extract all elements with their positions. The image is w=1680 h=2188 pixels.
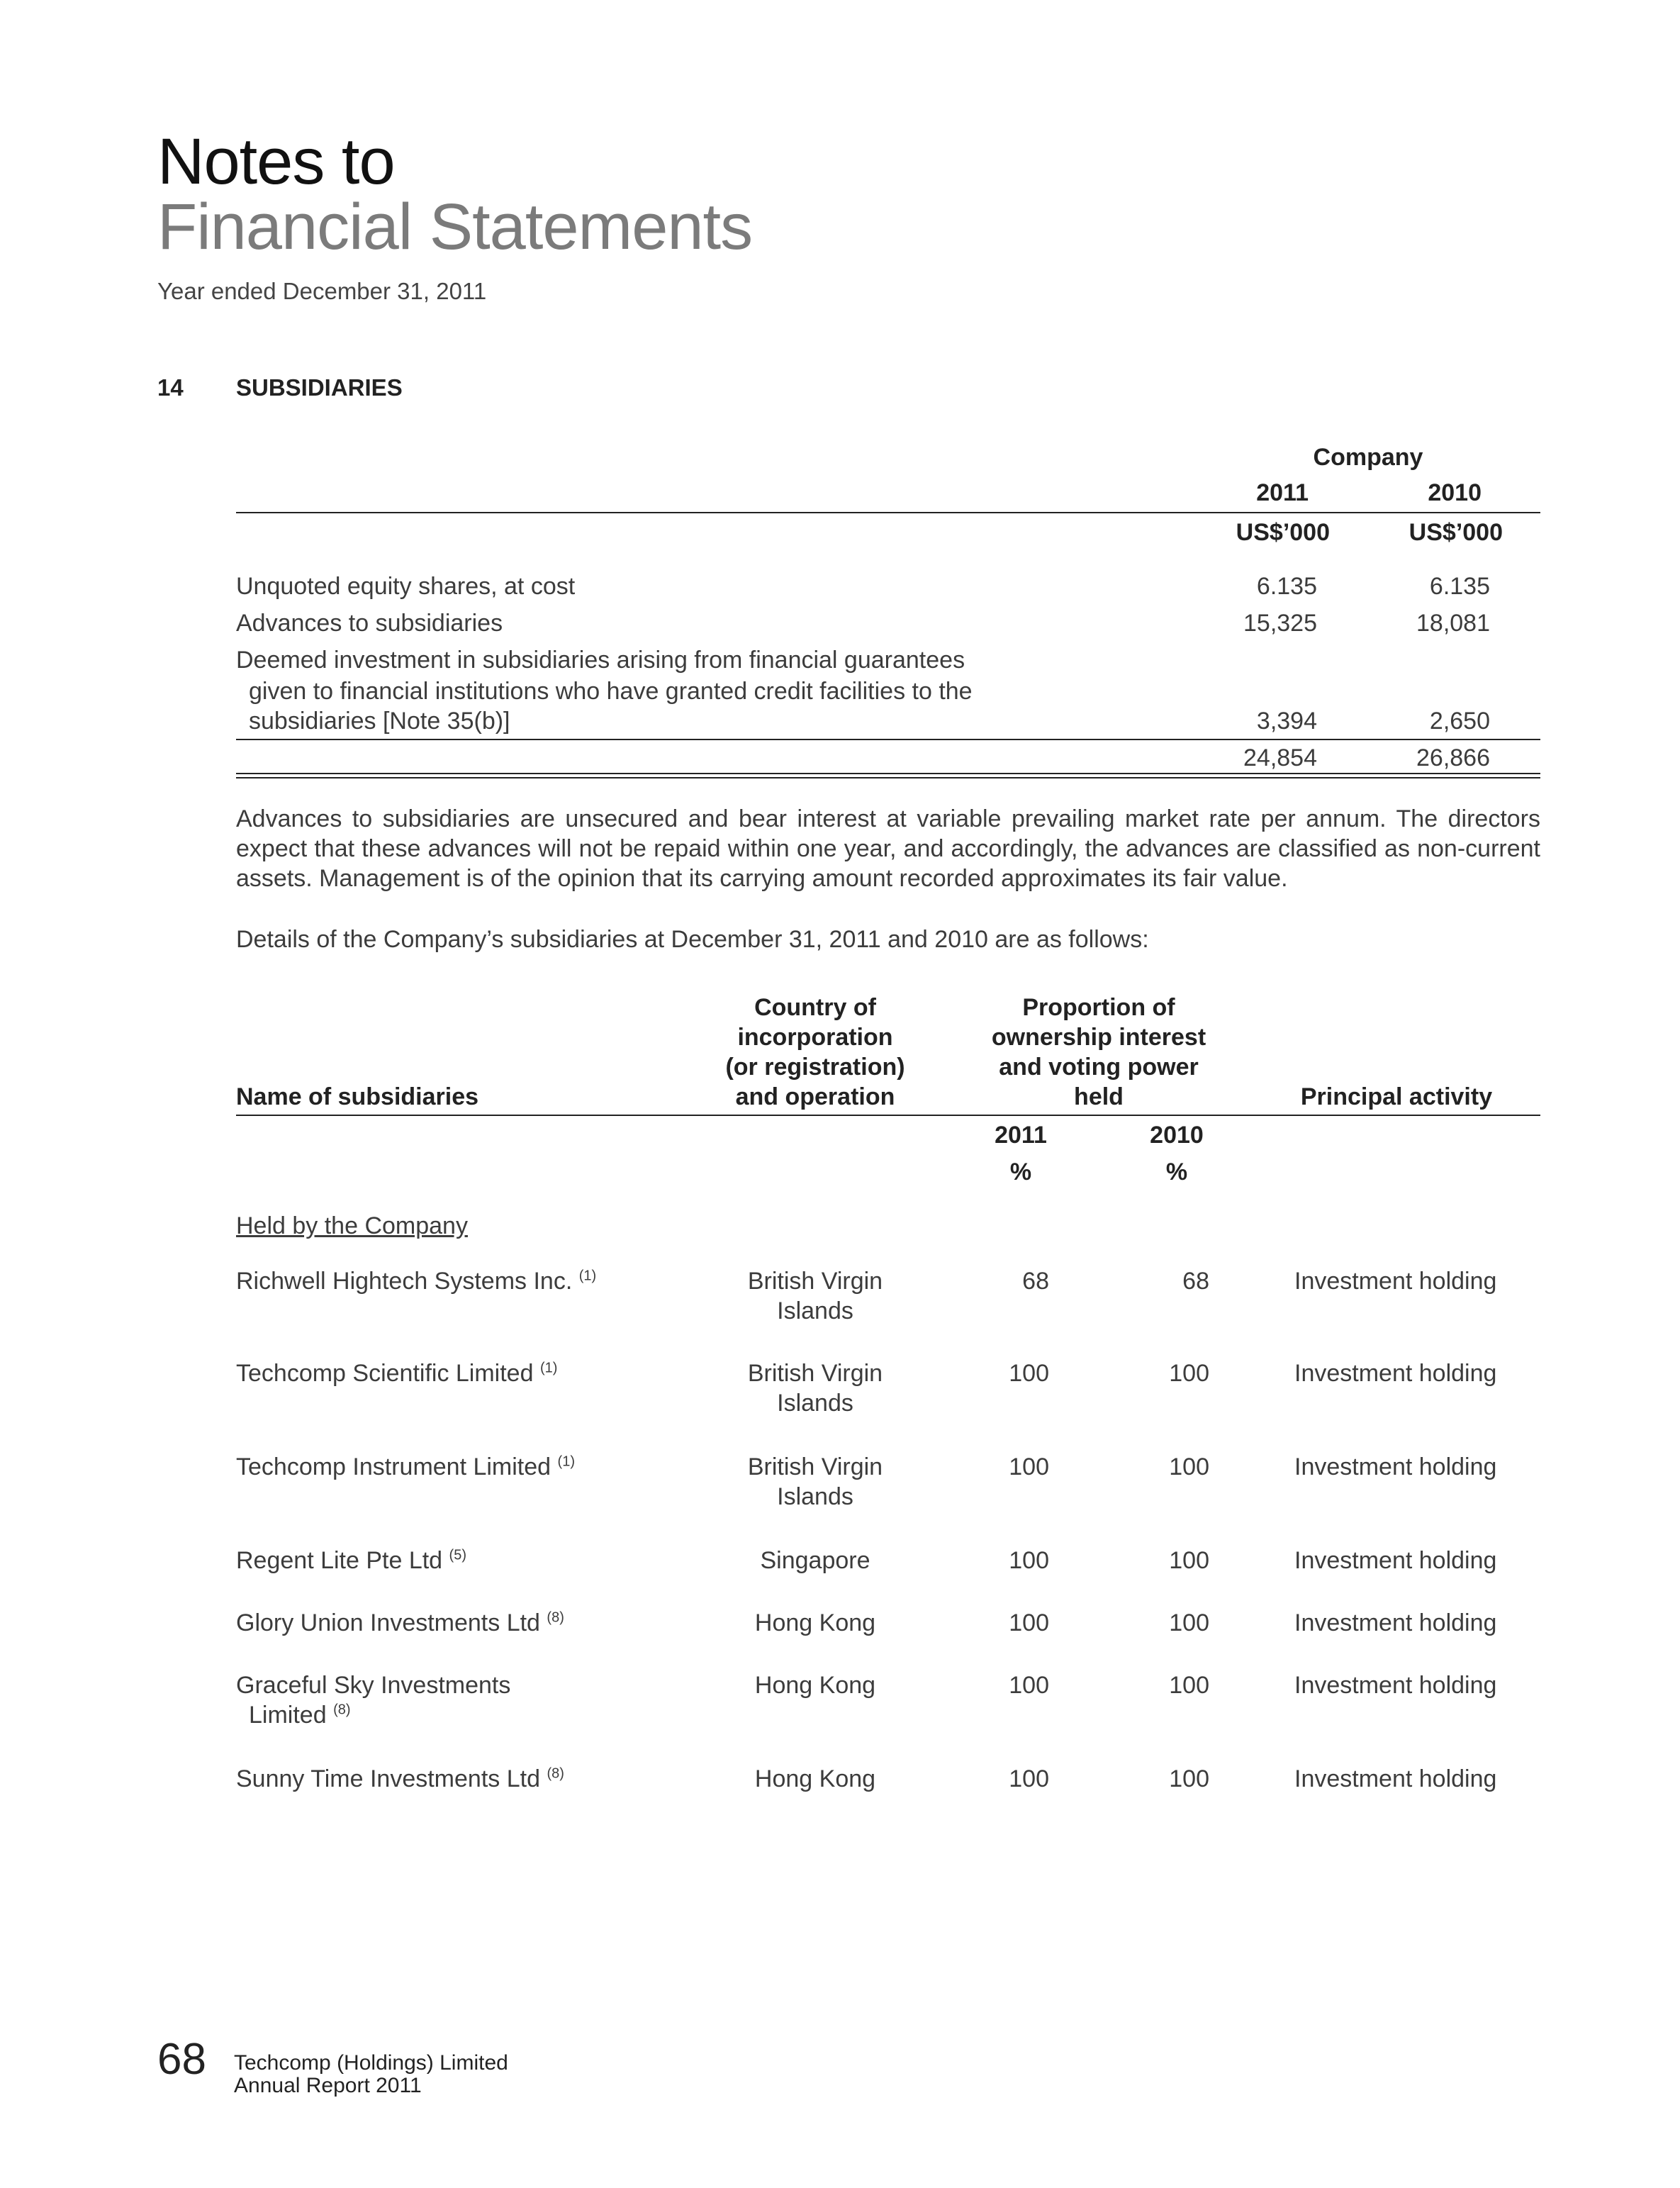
unit-2010-header: US$’000 xyxy=(1409,519,1503,546)
double-rule-top xyxy=(236,773,1540,774)
details-paragraph: Details of the Company’s subsidiaries at December 31, 2011 and 2010 are as follows: xyxy=(236,926,1149,953)
footer-report: Annual Report 2011 xyxy=(234,2074,422,2097)
country-line: Hong Kong xyxy=(754,1672,876,1699)
pct-year-2010: 2010 xyxy=(1150,1122,1204,1149)
year-2011-header: 2011 xyxy=(1256,479,1309,506)
pct-2011: 100 xyxy=(1009,1672,1049,1699)
proportion-header-line: Proportion of xyxy=(1022,994,1175,1021)
country-header-line: and operation xyxy=(735,1083,895,1110)
row-value-2011: 15,325 xyxy=(1243,610,1317,637)
subsidiary-name-line: Graceful Sky Investments xyxy=(236,1672,511,1699)
pct-year-2011: 2011 xyxy=(995,1122,1047,1149)
pct-2011: 100 xyxy=(1009,1360,1049,1387)
row-label-line: subsidiaries [Note 35(b)] xyxy=(249,708,510,735)
group-label: Held by the Company xyxy=(236,1212,468,1239)
country-line: British Virgin xyxy=(747,1268,883,1295)
principal-activity: Investment holding xyxy=(1294,1453,1497,1480)
activity-header: Principal activity xyxy=(1300,1083,1493,1110)
country-header-line: Country of xyxy=(754,994,876,1021)
total-2011: 24,854 xyxy=(1243,744,1317,771)
subsidiary-name xyxy=(236,1764,564,1794)
total-2010: 26,866 xyxy=(1416,744,1490,771)
page-title-line1: Notes to xyxy=(157,125,395,198)
proportion-header-line: ownership interest xyxy=(991,1024,1206,1051)
country-header-line: incorporation xyxy=(737,1024,893,1051)
row-value-2010: 2,650 xyxy=(1429,708,1490,735)
subsidiary-name xyxy=(236,1608,564,1638)
principal-activity: Investment holding xyxy=(1294,1609,1497,1636)
header-rule xyxy=(236,1115,1540,1116)
subsidiary-name-text: Sunny Time Investments Ltd xyxy=(236,1765,540,1792)
name-header: Name of subsidiaries xyxy=(236,1083,479,1110)
pct-2010: 100 xyxy=(1169,1609,1209,1636)
subsidiary-name-text: Techcomp Instrument Limited xyxy=(236,1453,551,1480)
pct-2011: 100 xyxy=(1009,1453,1049,1480)
country-line: Islands xyxy=(777,1390,853,1417)
advances-paragraph: Advances to subsidiaries are unsecured and bear interest at variable prevailing market rate per annum. The directors expect that these advances will not be repaid within one year, and accordingly, the advances are classified as non-current assets. Management is of the opinion that its carrying amount recorded approximates its fair value. xyxy=(236,805,1540,892)
company-group-header: Company xyxy=(1313,444,1423,471)
unit-2011-header: US$’000 xyxy=(1236,519,1330,546)
subsidiary-name-text: Richwell Hightech Systems Inc. xyxy=(236,1268,573,1295)
country-header-line: (or registration) xyxy=(725,1054,905,1081)
footnote-ref: (8) xyxy=(333,1702,351,1718)
pct-2010: 100 xyxy=(1169,1672,1209,1699)
proportion-header-line: and voting power xyxy=(999,1054,1199,1081)
principal-activity: Investment holding xyxy=(1294,1765,1497,1792)
pct-2010: 100 xyxy=(1169,1765,1209,1792)
double-rule-bottom xyxy=(236,777,1540,778)
principal-activity: Investment holding xyxy=(1294,1672,1497,1699)
pct-2011: 68 xyxy=(1022,1268,1049,1295)
pct-2011: 100 xyxy=(1009,1765,1049,1792)
subsidiary-name-text: Techcomp Scientific Limited xyxy=(236,1360,534,1387)
subsidiary-name xyxy=(236,1452,575,1482)
country-line: British Virgin xyxy=(747,1360,883,1387)
footnote-ref: (8) xyxy=(547,1765,564,1782)
pct-2011: 100 xyxy=(1009,1609,1049,1636)
page-title-line2: Financial Statements xyxy=(157,191,753,263)
row-value-2011: 3,394 xyxy=(1256,708,1317,735)
principal-activity: Investment holding xyxy=(1294,1360,1497,1387)
page-number: 68 xyxy=(157,2035,206,2084)
principal-activity: Investment holding xyxy=(1294,1547,1497,1574)
subsidiary-name xyxy=(236,1358,557,1388)
pct-2010: 100 xyxy=(1169,1360,1209,1387)
proportion-header-line: held xyxy=(1074,1083,1124,1110)
pct-2011: 100 xyxy=(1009,1547,1049,1574)
footnote-ref: (5) xyxy=(449,1547,466,1563)
country-line: Islands xyxy=(777,1297,853,1324)
row-value-2010: 6.135 xyxy=(1429,573,1490,600)
country-line: Islands xyxy=(777,1483,853,1510)
row-value-2010: 18,081 xyxy=(1416,610,1490,637)
row-label-line: given to financial institutions who have granted credit facilities to the xyxy=(249,678,973,705)
year-2010-header: 2010 xyxy=(1428,479,1482,506)
pct-2010: 100 xyxy=(1169,1453,1209,1480)
footnote-ref: (1) xyxy=(539,1360,558,1376)
section-number: 14 xyxy=(157,374,184,401)
row-value-2011: 6.135 xyxy=(1256,573,1317,600)
country-line: Hong Kong xyxy=(754,1765,876,1792)
footnote-ref: (1) xyxy=(578,1268,597,1284)
principal-activity: Investment holding xyxy=(1294,1268,1497,1295)
subsidiary-name xyxy=(236,1546,466,1575)
row-label: Unquoted equity shares, at cost xyxy=(236,573,576,600)
subsidiary-name-text: Regent Lite Pte Ltd xyxy=(236,1547,443,1574)
subsidiary-name xyxy=(249,1700,351,1730)
footnote-ref: (8) xyxy=(547,1609,564,1626)
subsidiary-name-text: Glory Union Investments Ltd xyxy=(236,1609,540,1636)
section-title: SUBSIDIARIES xyxy=(236,374,403,401)
pct-2010: 68 xyxy=(1182,1268,1209,1295)
footer-company: Techcomp (Holdings) Limited xyxy=(234,2051,508,2075)
country-line: Singapore xyxy=(760,1547,870,1574)
pct-2010: 100 xyxy=(1169,1547,1209,1574)
footnote-ref: (1) xyxy=(557,1453,575,1470)
row-label-line: Deemed investment in subsidiaries arising from financial guarantees xyxy=(236,647,965,674)
subtotal-rule xyxy=(236,739,1540,740)
row-label: Advances to subsidiaries xyxy=(236,610,503,637)
pct-unit-2011: % xyxy=(1009,1159,1032,1185)
subsidiary-name-text: Limited xyxy=(249,1702,327,1729)
page-subtitle: Year ended December 31, 2011 xyxy=(157,278,487,304)
country-line: British Virgin xyxy=(747,1453,883,1480)
pct-unit-2010: % xyxy=(1165,1159,1188,1185)
subsidiary-name xyxy=(236,1266,596,1296)
country-line: Hong Kong xyxy=(754,1609,876,1636)
table-rule xyxy=(236,512,1540,513)
